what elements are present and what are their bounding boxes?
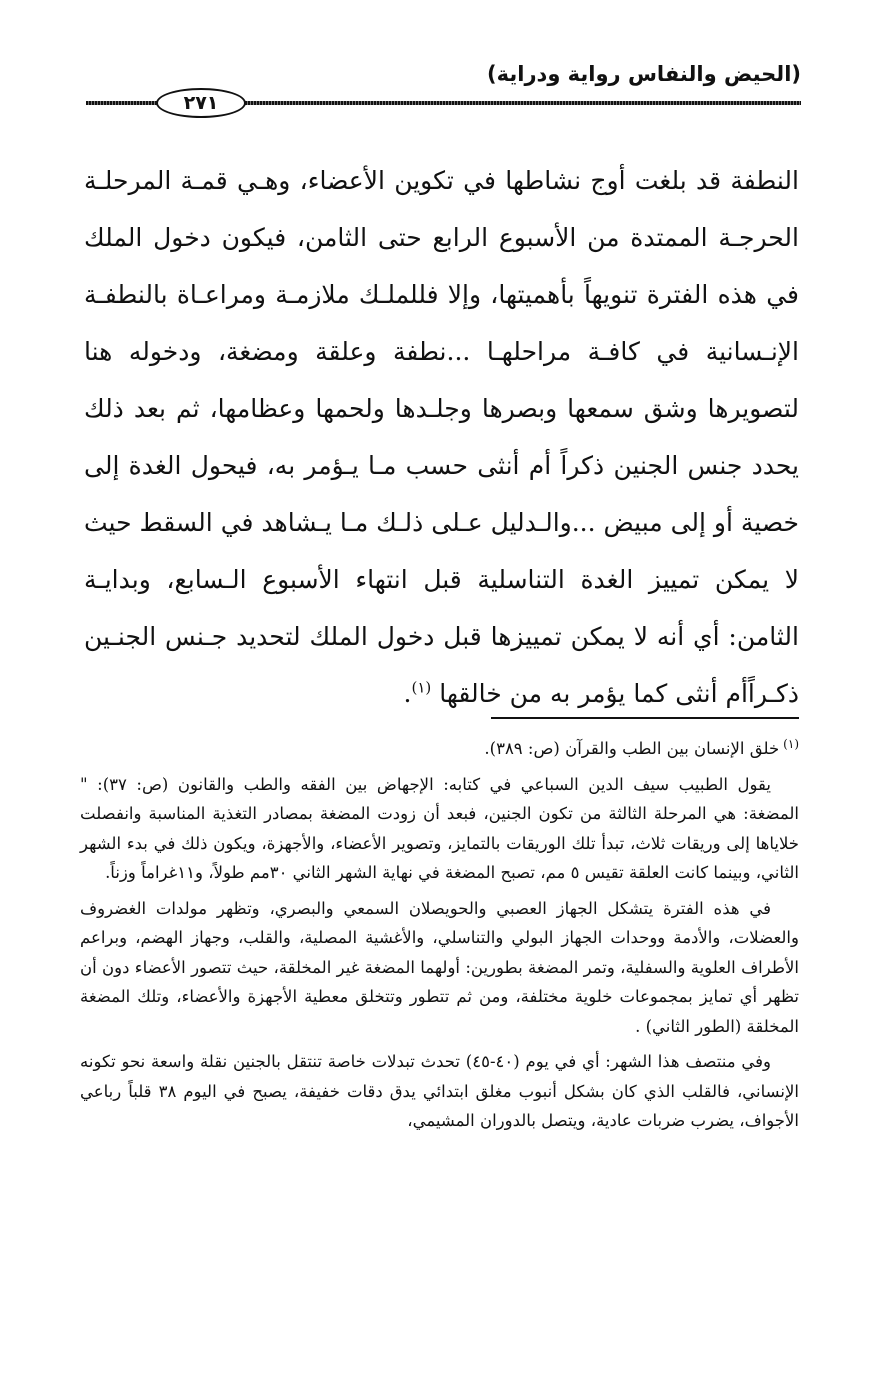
paragraph-end: . bbox=[403, 679, 412, 708]
page-number: ٢٧١ bbox=[156, 88, 246, 118]
main-paragraph: النطفة قد بلغت أوج نشاطها في تكوين الأعضاء، وهـي قمـة المرحلـة الحرجـة الممتدة من الأسبوع الرابع حتى الثامن، فيكون دخول الملك في هذه الفترة تنويهاً بأهميتها، وإلا فللملـك ملازمـة ومراعـاة بالنطفـة الإنـسانية في كافـة مراحلهـا ...نطفة وعلقة ومضغة، ودخوله هنا لتصويرها وشق سمعها وبصرها وجلـدها ولحمها وعظامها، ثم بعد ذلك يحدد جنس الجنين ذكراً أم أنثى حسب مـا يـؤمر به، فيحول الغدة إلى خصية أو إلى مبيض ...والـدليل عـلى ذلـك مـا يـشاهد في السقط حيث لا يمكن تمييز الغدة التناسلية قبل انتهاء الأسبوع الـسابع، وبدايـة الثامن: أي أنه لا يمكن تمييزها قبل دخول الملك لتحديد جـنس الجنـين ذكـراًأم أنثى كما يؤمر به من خالقها bbox=[84, 166, 799, 708]
main-text-block bbox=[84, 152, 799, 722]
footnotes bbox=[80, 734, 799, 1142]
footnote-divider bbox=[491, 717, 799, 719]
footnote-paragraph: يقول الطبيب سيف الدين السباعي في كتابه: الإجهاض بين الفقه والطب والقانون (ص: ٣٧): " المضغة: هي المرحلة الثالثة من تكون الجنين، فبعد أن زودت المضغة بمصادر التغذية المناسبة وانفصلت خلاياها إلى وريقات ثلاث، تبدأ تلك الوريقات بالتمايز، وتصوير الأعضاء، والأجهزة، ويكون ذلك في بدء الشهر الثاني، وبينما كانت العلقة تقيس ٥ مم، تصبح المضغة في نهاية الشهر الثاني ٣٠مم طولاً، و١١غراماً وزناً. bbox=[80, 774, 799, 882]
running-title: (الحيض والنفاس رواية ودراية) bbox=[487, 62, 801, 86]
footnote-number: (١) bbox=[783, 736, 799, 751]
footnote-reference: (١) bbox=[411, 678, 432, 697]
footnote-source-text: خلق الإنسان بين الطب والقرآن (ص: ٣٨٩). bbox=[484, 739, 780, 758]
footnote-source bbox=[80, 734, 799, 764]
page-header bbox=[86, 50, 801, 120]
footnote-paragraph: وفي منتصف هذا الشهر: أي في يوم (٤٠-٤٥) تحدث تبدلات خاصة تنتقل بالجنين نقلة واسعة نحو تكونه الإنساني، فالقلب الذي كان بشكل أنبوب مغلق ابتدائي يدق دقات خفيفة، يصبح في اليوم ٣٨ قلباً رباعي الأجواف، يضرب ضربات عادية، ويتصل بالدوران المشيمي، bbox=[80, 1052, 799, 1130]
footnote-paragraph: في هذه الفترة يتشكل الجهاز العصبي والحويصلان السمعي والبصري، وتظهر مولدات الغضروف والعضلات، والأدمة ووحدات الجهاز البولي والتناسلي، والأغشية المصلية، والقلب، وجهاز الهضم، وبراعم الأطراف العلوية والسفلية، وتمر المضغة بطورين: أولهما المضغة غير المخلقة، حيث تتصور الأعضاء دون أن تظهر أي تمايز بمجموعات خلوية مختلفة، ومن ثم تتطور وتتخلق معطية الأجهزة والأعضاء، وتلك المضغة المخلقة (الطور الثاني) . bbox=[80, 898, 799, 1036]
